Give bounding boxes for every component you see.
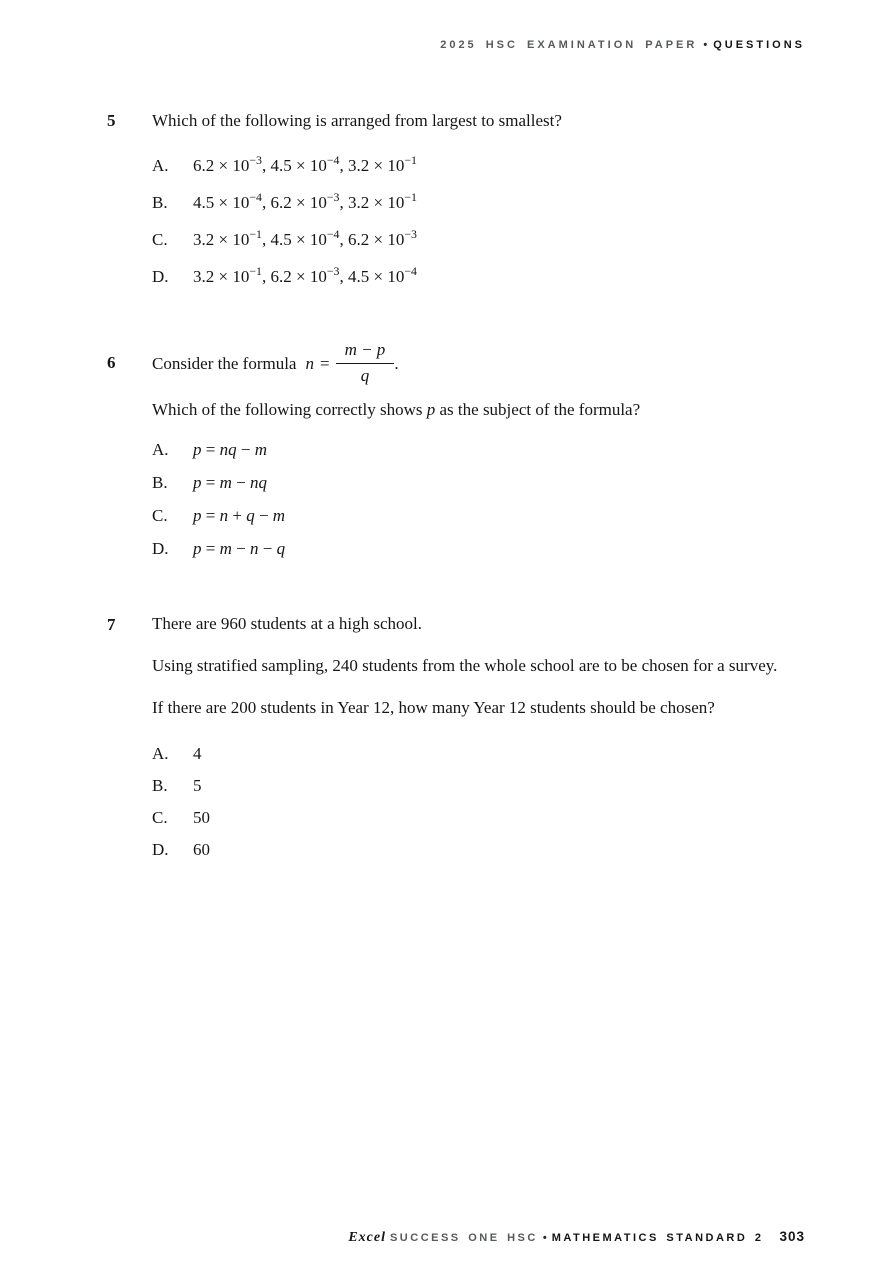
question-5-option-d bbox=[152, 265, 805, 288]
option-letter: A. bbox=[152, 744, 169, 763]
question-7-paragraph-3: If there are 200 students in Year 12, how many Year 12 students should be chosen? bbox=[152, 698, 715, 717]
option-value: p = m − nq bbox=[193, 473, 267, 492]
page-footer bbox=[348, 1229, 805, 1246]
question-6-formula-line bbox=[152, 338, 805, 388]
question-5-option-c bbox=[152, 228, 805, 251]
option-value: p = m − n − q bbox=[193, 539, 286, 558]
option-value: $3.2 \times 10^{-1}$, $6.2 \times 10^{-3}$, $4.5 \times 10^{-4}$ bbox=[193, 264, 417, 286]
fraction-numerator: m − p bbox=[336, 341, 395, 364]
formula-fraction bbox=[336, 341, 395, 385]
footer-separator-dot: • bbox=[542, 1232, 547, 1244]
question-6-option-d bbox=[152, 537, 805, 560]
question-7-number: 7 bbox=[107, 615, 116, 634]
option-value: 60 bbox=[193, 840, 210, 859]
question-5-option-a bbox=[152, 154, 805, 177]
option-letter: B. bbox=[152, 473, 168, 492]
question-6-option-a bbox=[152, 438, 805, 461]
question-6-prompt bbox=[152, 398, 805, 421]
question-5-number: 5 bbox=[107, 111, 116, 130]
question-5-options bbox=[152, 154, 805, 288]
prompt-text: as the subject of the formula? bbox=[435, 400, 641, 419]
option-letter: A. bbox=[152, 156, 169, 175]
prompt-variable: p bbox=[426, 400, 436, 419]
formula bbox=[305, 341, 398, 385]
formula-period: . bbox=[394, 353, 399, 373]
option-letter: D. bbox=[152, 267, 169, 286]
question-7-paragraph-1: There are 960 students at a high school. bbox=[152, 614, 423, 633]
question-7-option-c bbox=[152, 807, 805, 829]
option-letter: C. bbox=[152, 808, 168, 827]
option-value: 4 bbox=[193, 744, 202, 763]
question-6-option-b bbox=[152, 471, 805, 494]
option-value: $3.2 \times 10^{-1}$, $4.5 \times 10^{-4}$, $6.2 \times 10^{-3}$ bbox=[193, 227, 417, 249]
fraction-denominator: q bbox=[360, 365, 370, 385]
question-7-option-b bbox=[152, 775, 805, 797]
question-7 bbox=[107, 613, 805, 871]
header-section-label: QUESTIONS bbox=[713, 39, 805, 51]
option-value: p = nq − m bbox=[193, 440, 267, 459]
prompt-text: Which of the following correctly shows bbox=[152, 400, 427, 419]
question-6-intro: Consider the formula bbox=[152, 353, 297, 373]
option-letter: D. bbox=[152, 539, 169, 558]
option-letter: B. bbox=[152, 193, 168, 212]
footer-subject: MATHEMATICS STANDARD 2 bbox=[551, 1232, 764, 1244]
option-value: 5 bbox=[193, 776, 202, 795]
option-value: 50 bbox=[193, 808, 210, 827]
question-5-option-b bbox=[152, 191, 805, 214]
header-separator-dot: • bbox=[703, 39, 708, 51]
question-5-prompt: Which of the following is arranged from largest to smallest? bbox=[152, 111, 562, 130]
question-6-options bbox=[152, 438, 805, 560]
option-letter: C. bbox=[152, 230, 168, 249]
question-7-options bbox=[152, 743, 805, 861]
footer-brand: Excel bbox=[348, 1230, 386, 1245]
question-7-option-d bbox=[152, 839, 805, 861]
option-value: $6.2 \times 10^{-3}$, $4.5 \times 10^{-4}$, $3.2 \times 10^{-1}$ bbox=[193, 153, 417, 175]
header-paper-title: 2025 HSC EXAMINATION PAPER bbox=[440, 39, 698, 51]
footer-series: SUCCESS ONE HSC bbox=[389, 1232, 538, 1244]
option-letter: C. bbox=[152, 506, 168, 525]
option-letter: A. bbox=[152, 440, 169, 459]
question-6-option-c bbox=[152, 504, 805, 527]
question-5 bbox=[107, 109, 805, 302]
question-7-option-a bbox=[152, 743, 805, 765]
option-letter: D. bbox=[152, 840, 169, 859]
questions-area bbox=[0, 109, 872, 871]
question-6 bbox=[107, 338, 805, 570]
formula-variable: n bbox=[305, 353, 314, 373]
question-6-number: 6 bbox=[107, 353, 116, 372]
option-value: p = n + q − m bbox=[193, 506, 286, 525]
option-letter: B. bbox=[152, 776, 168, 795]
formula-equals: = bbox=[319, 353, 330, 373]
page-header bbox=[0, 0, 872, 52]
footer-page-number: 303 bbox=[779, 1229, 805, 1244]
option-value: $4.5 \times 10^{-4}$, $6.2 \times 10^{-3}$, $3.2 \times 10^{-1}$ bbox=[193, 190, 417, 212]
question-7-paragraph-2: Using stratified sampling, 240 students from the whole school are to be chosen for a survey. bbox=[152, 656, 778, 675]
